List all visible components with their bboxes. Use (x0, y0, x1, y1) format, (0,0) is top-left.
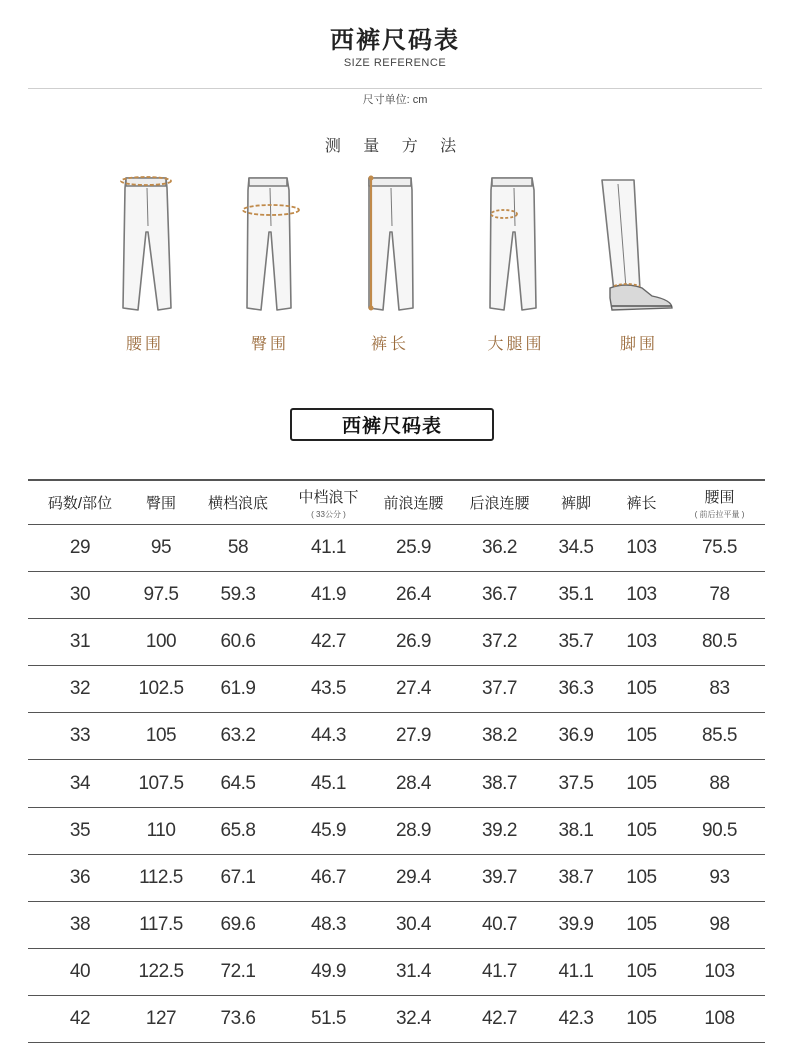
measurement-cell: 28.4 (396, 772, 431, 794)
trousers-hip-icon (225, 170, 315, 320)
measurement-cell: 28.9 (396, 819, 431, 841)
measurement-cell: 61.9 (220, 678, 256, 700)
measurement-cell: 107.5 (138, 772, 184, 794)
size-cell: 33 (69, 725, 91, 747)
measurement-cell: 34.5 (558, 537, 594, 559)
measurement-cell: 78 (709, 584, 730, 606)
table-row (28, 666, 765, 713)
column-note: ( 33公分 ) (311, 509, 346, 519)
measurement-cell: 73.6 (220, 1007, 256, 1029)
measurement-cell: 38.7 (558, 866, 594, 888)
measurement-cell: 44.3 (311, 725, 346, 747)
page-title: 西裤尺码表 (330, 27, 460, 54)
size-cell: 31 (69, 631, 91, 653)
measurement-cell: 29.4 (396, 866, 431, 888)
table-row (28, 902, 765, 949)
table-row (28, 949, 765, 996)
measurement-cell: 103 (626, 631, 657, 653)
measurement-cell: 105 (626, 866, 657, 888)
measurement-cell: 49.9 (311, 960, 346, 982)
figure-label-hip: 臀围 (250, 336, 289, 353)
measurement-cell: 105 (626, 772, 657, 794)
measurement-cell: 100 (145, 631, 177, 653)
measurement-cell: 35.1 (558, 584, 594, 606)
measurement-cell: 127 (145, 1007, 177, 1029)
size-cell: 29 (69, 537, 91, 559)
table-header (28, 479, 765, 525)
measurement-cell: 27.4 (396, 678, 431, 700)
size-cell: 36 (69, 866, 91, 888)
measurement-cell: 36.9 (558, 725, 594, 747)
measurement-cell: 110 (146, 819, 176, 841)
measurement-cell: 51.5 (311, 1007, 346, 1029)
table-row (28, 855, 765, 902)
size-cell: 34 (69, 772, 91, 794)
measurement-cell: 93 (709, 866, 730, 888)
measurement-cell: 72.1 (220, 960, 256, 982)
measurement-cell: 105 (626, 913, 657, 935)
measurement-cell: 105 (626, 1007, 657, 1029)
measurement-cell: 98 (709, 913, 730, 935)
measurement-cell: 105 (626, 678, 657, 700)
table-row (28, 525, 765, 572)
measurement-cell: 39.9 (558, 913, 594, 935)
column-header: 前浪连腰 (383, 495, 444, 512)
measurement-cell: 27.9 (396, 725, 431, 747)
figure-label-waist: 腰围 (125, 336, 164, 353)
method-title: 测 量 方 法 (324, 138, 466, 155)
measurement-cell: 90.5 (702, 819, 737, 841)
column-header: 裤长 (626, 495, 657, 512)
size-chart-title: 西裤尺码表 (290, 408, 494, 441)
measurement-cell: 41.7 (482, 960, 517, 982)
measurement-cell: 117.5 (139, 913, 183, 935)
measurement-cell: 97.5 (143, 584, 179, 606)
table-row (28, 572, 765, 619)
measurement-cell: 41.1 (558, 960, 594, 982)
measurement-cell: 112.5 (139, 866, 183, 888)
measurement-cell: 88 (709, 772, 730, 794)
measurement-cell: 25.9 (396, 537, 431, 559)
measurement-cell: 45.9 (311, 819, 346, 841)
table-row (28, 996, 765, 1043)
measurement-cell: 41.1 (311, 537, 346, 559)
table-row (28, 760, 765, 807)
measurement-cell: 85.5 (702, 725, 737, 747)
measurement-cell: 105 (626, 819, 657, 841)
measurement-cell: 58 (227, 537, 249, 559)
figure-label-length: 裤长 (370, 336, 409, 353)
figure-label-thigh: 大腿围 (487, 336, 545, 353)
measurement-cell: 42.7 (482, 1007, 517, 1029)
measurement-cell: 103 (626, 537, 657, 559)
measurement-cell: 32.4 (396, 1007, 431, 1029)
measurement-cell: 36.2 (482, 537, 517, 559)
measurement-cell: 64.5 (220, 772, 256, 794)
measurement-cell: 105 (626, 960, 657, 982)
measurement-cell: 45.1 (311, 772, 346, 794)
page-subtitle: SIZE REFERENCE (343, 57, 447, 69)
figure-label-hem: 脚围 (619, 336, 658, 353)
measurement-cell: 38.1 (558, 819, 594, 841)
measurement-cell: 103 (704, 960, 735, 982)
measurement-cell: 60.6 (220, 631, 256, 653)
measurement-cell: 37.5 (558, 772, 594, 794)
measurement-cell: 75.5 (702, 537, 737, 559)
column-header: 横档浪底 (207, 495, 268, 512)
table-row (28, 619, 765, 666)
measurement-cell: 41.9 (311, 584, 346, 606)
table-row (28, 808, 765, 855)
size-cell: 38 (69, 913, 91, 935)
measurement-cell: 38.7 (482, 772, 517, 794)
measurement-cell: 102.5 (138, 678, 184, 700)
measurement-cell: 122.5 (138, 960, 184, 982)
measurement-cell: 103 (626, 584, 657, 606)
measurement-cell: 38.2 (482, 725, 517, 747)
measurement-cell: 37.2 (482, 631, 517, 653)
trousers-hem-icon (592, 170, 682, 320)
measurement-cell: 42.3 (558, 1007, 594, 1029)
measurement-cell: 46.7 (311, 866, 346, 888)
column-header: 臀围 (145, 495, 176, 512)
size-cell: 42 (69, 1007, 91, 1029)
measurement-cell: 36.7 (482, 584, 517, 606)
column-header: 腰围 ( 前后拉平量 ) (694, 488, 745, 519)
header-divider (28, 88, 762, 89)
measurement-cell: 40.7 (482, 913, 517, 935)
measurement-cell: 80.5 (702, 631, 737, 653)
measurement-cell: 69.6 (220, 913, 256, 935)
column-header: 后浪连腰 (469, 495, 530, 512)
measurement-cell: 39.7 (482, 866, 517, 888)
column-header: 裤脚 (560, 495, 591, 512)
table-body (28, 525, 765, 1043)
measurement-cell: 36.3 (558, 678, 594, 700)
measurement-cell: 35.7 (558, 631, 594, 653)
measurement-cell: 65.8 (220, 819, 256, 841)
measurement-cell: 31.4 (396, 960, 431, 982)
measurement-cell: 63.2 (220, 725, 256, 747)
measurement-cell: 95 (150, 537, 172, 559)
column-header: 码数/部位 (47, 495, 113, 512)
measurement-cell: 30.4 (396, 913, 431, 935)
trousers-waist-icon (100, 170, 190, 320)
measurement-cell: 105 (626, 725, 657, 747)
size-cell: 32 (69, 678, 91, 700)
measurement-cell: 39.2 (482, 819, 517, 841)
measurement-cell: 26.9 (396, 631, 431, 653)
measurement-cell: 67.1 (220, 866, 256, 888)
measurement-cell: 105 (145, 725, 177, 747)
column-note: ( 前后拉平量 ) (694, 509, 745, 519)
table-row (28, 713, 765, 760)
size-cell: 30 (69, 584, 91, 606)
measurement-cell: 43.5 (311, 678, 346, 700)
trousers-length-icon (345, 170, 435, 320)
measurement-cell: 48.3 (311, 913, 346, 935)
measurement-cell: 42.7 (311, 631, 346, 653)
measurement-cell: 37.7 (482, 678, 517, 700)
trousers-thigh-icon (470, 170, 560, 320)
measurement-cell: 83 (709, 678, 730, 700)
unit-note: 尺寸单位: cm (362, 94, 428, 106)
column-header: 中档浪下 ( 33公分 ) (298, 488, 359, 519)
size-table (28, 479, 765, 1043)
measurement-cell: 26.4 (396, 584, 431, 606)
size-cell: 35 (69, 819, 91, 841)
measurement-cell: 108 (704, 1007, 735, 1029)
size-cell: 40 (69, 960, 91, 982)
measurement-cell: 59.3 (220, 584, 256, 606)
